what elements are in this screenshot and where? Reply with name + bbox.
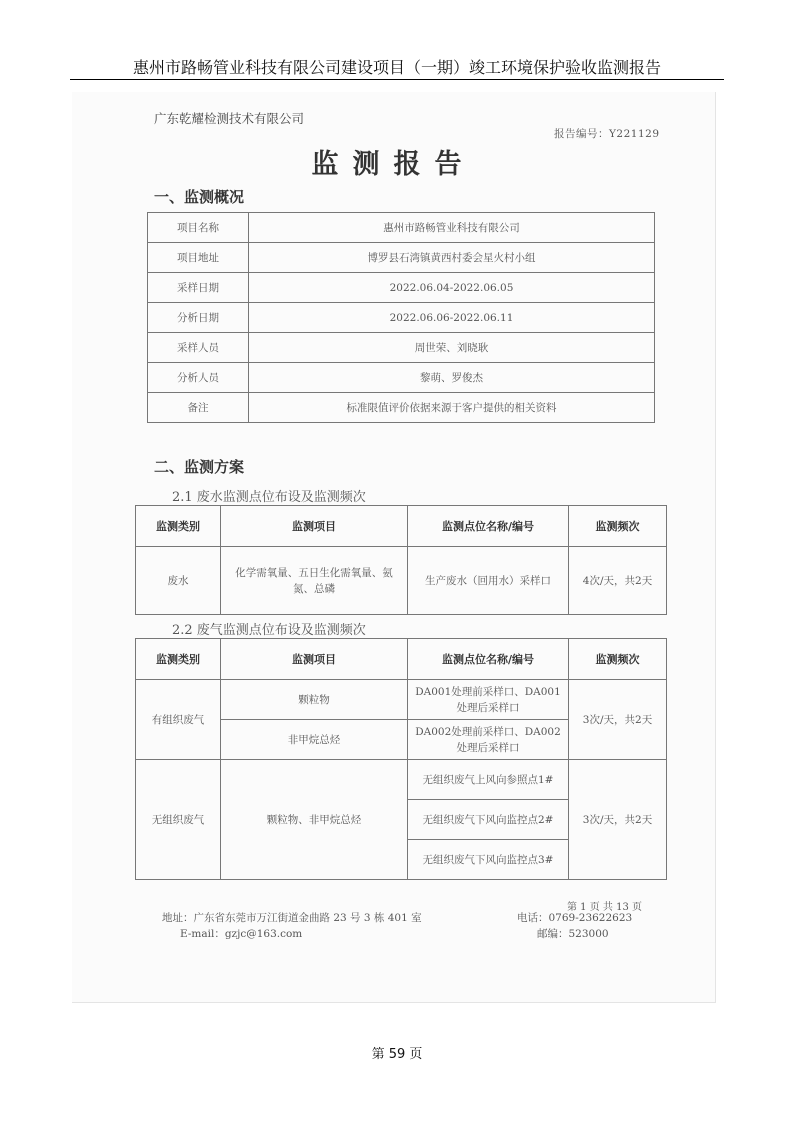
row-value: 博罗县石湾镇黄西村委会星火村小组: [249, 243, 655, 273]
col-header-point: 监测点位名称/编号: [408, 639, 569, 680]
col-header-point: 监测点位名称/编号: [408, 506, 569, 547]
row-value: 标准限值评价依据来源于客户提供的相关资料: [249, 393, 655, 423]
section2-heading: 二、监测方案: [154, 458, 245, 476]
row-value: 惠州市路畅管业科技有限公司: [249, 213, 655, 243]
col-header-category: 监测类别: [136, 639, 221, 680]
point-cell: DA001处理前采样口、DA001处理后采样口: [408, 680, 569, 720]
table-row: [148, 243, 655, 273]
col-header-category: 监测类别: [136, 506, 221, 547]
lab-address: 地址：广东省东莞市万江街道金曲路 23 号 3 栋 401 室: [162, 912, 422, 924]
lab-email: E-mail：gzjc@163.com: [180, 928, 303, 940]
table-row: [148, 333, 655, 363]
category-cell: 有组织废气: [136, 680, 221, 760]
scanned-report-page: [72, 92, 716, 1003]
wastewater-subheading: 2.1 废水监测点位布设及监测频次: [172, 490, 366, 505]
item-cell: 颗粒物: [221, 680, 408, 720]
document-header: 惠州市路畅管业科技有限公司建设项目（一期）竣工环境保护验收监测报告: [70, 55, 724, 80]
category-cell: 无组织废气: [136, 760, 221, 880]
row-label: 项目地址: [148, 243, 249, 273]
item-cell: 非甲烷总烃: [221, 720, 408, 760]
table-row: [148, 363, 655, 393]
waste-gas-table: [135, 638, 667, 880]
overview-table: [147, 212, 655, 423]
row-value: 周世荣、刘晓耿: [249, 333, 655, 363]
lab-phone: 电话：0769-23622623: [517, 912, 633, 924]
report-title: 监测报告: [311, 149, 476, 180]
point-cell: 无组织废气下风向监控点2#: [408, 800, 569, 840]
col-header-frequency: 监测频次: [569, 639, 667, 680]
point-cell: 生产废水（回用水）采样口: [408, 547, 569, 615]
row-label: 项目名称: [148, 213, 249, 243]
row-label: 采样日期: [148, 273, 249, 303]
lab-company-name: 广东乾耀检测技术有限公司: [154, 111, 305, 126]
wastewater-table: [135, 505, 667, 615]
table-row: [148, 213, 655, 243]
page-number: 第 59 页: [371, 1047, 423, 1062]
item-cell: 化学需氧量、五日生化需氧量、氨氮、总磷: [221, 547, 408, 615]
table-row: [148, 273, 655, 303]
report-number: 报告编号：Y221129: [554, 128, 660, 140]
row-label: 备注: [148, 393, 249, 423]
frequency-cell: 4次/天，共2天: [569, 547, 667, 615]
category-cell: 废水: [136, 547, 221, 615]
row-label: 采样人员: [148, 333, 249, 363]
point-cell: 无组织废气上风向参照点1#: [408, 760, 569, 800]
table-row: [136, 547, 667, 615]
frequency-cell: 3次/天，共2天: [569, 680, 667, 760]
table-row: [148, 303, 655, 333]
report-page-count: 第 1 页 共 13 页: [567, 902, 642, 913]
item-cell: 颗粒物、非甲烷总烃: [221, 760, 408, 880]
point-cell: 无组织废气下风向监控点3#: [408, 840, 569, 880]
point-cell: DA002处理前采样口、DA002处理后采样口: [408, 720, 569, 760]
row-value: 2022.06.06-2022.06.11: [249, 303, 655, 333]
lab-postcode: 邮编：523000: [537, 928, 609, 940]
table-row: [148, 393, 655, 423]
row-label: 分析人员: [148, 363, 249, 393]
waste-gas-subheading: 2.2 废气监测点位布设及监测频次: [172, 623, 366, 638]
table-row: [136, 680, 667, 720]
row-value: 2022.06.04-2022.06.05: [249, 273, 655, 303]
table-row: [136, 760, 667, 800]
section1-heading: 一、监测概况: [154, 188, 245, 206]
row-value: 黎萌、罗俊杰: [249, 363, 655, 393]
frequency-cell: 3次/天，共2天: [569, 760, 667, 880]
col-header-frequency: 监测频次: [569, 506, 667, 547]
row-label: 分析日期: [148, 303, 249, 333]
col-header-item: 监测项目: [221, 639, 408, 680]
col-header-item: 监测项目: [221, 506, 408, 547]
